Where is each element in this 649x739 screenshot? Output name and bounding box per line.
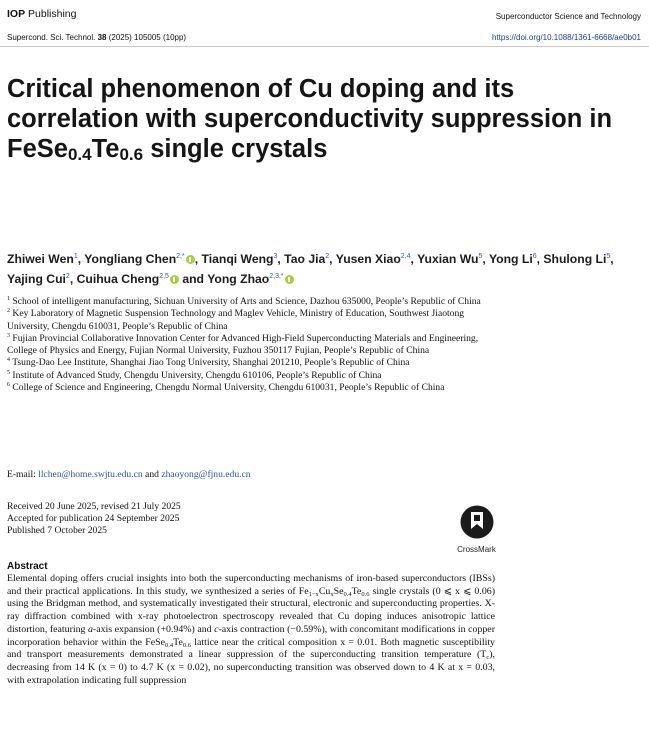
author-name: Tao Jia bbox=[284, 252, 326, 266]
abstract-heading: Abstract bbox=[7, 561, 48, 572]
affiliation-item bbox=[7, 296, 492, 308]
affiliation-text: School of intelligent manufacturing, Sichuan University of Arts and Science, Dazhou 635000, People’s Republic of China bbox=[12, 296, 481, 307]
author-name: Yong Li bbox=[488, 252, 533, 266]
orcid-icon[interactable] bbox=[285, 275, 294, 284]
publication-dates bbox=[7, 501, 181, 536]
author-affiliation-marker: 2,5 bbox=[159, 273, 169, 280]
author-affiliation-marker: 2,* bbox=[176, 253, 185, 260]
crossmark-label: CrossMark bbox=[457, 545, 496, 554]
author-name: Yuxian Wu bbox=[417, 252, 479, 266]
author-affiliation-marker: 1 bbox=[73, 253, 78, 260]
affiliation-number: 2 bbox=[7, 308, 10, 315]
author-affiliation-marker: 5 bbox=[606, 253, 611, 260]
affiliation-text: Institute of Advanced Study, Chengdu University, Chengdu 610106, People’s Republic of China bbox=[12, 369, 382, 381]
published-date: Published 7 October 2025 bbox=[7, 524, 107, 536]
affiliation-number: 1 bbox=[7, 296, 10, 302]
affiliation-text: Tsung-Dao Lee Institute, Shanghai Jiao Tong University, Shanghai 201210, People’s Republic of China bbox=[12, 357, 410, 369]
affiliation-item bbox=[7, 308, 492, 333]
author-affiliation-marker: 3 bbox=[273, 253, 278, 260]
author-name: Zhiwei Wen bbox=[7, 252, 74, 266]
citation: Supercond. Sci. Technol. 38 (2025) 105005 (10pp) bbox=[7, 33, 187, 42]
affiliation-item bbox=[7, 357, 492, 369]
crossmark-icon bbox=[460, 505, 494, 539]
author-list: Zhiwei Wen$^1$, Yongliang Chen$^{2,*}$ , Tianqi Weng$^3$, Tao Jia$^2$, Yusen Xiao$^{2,4}$, Yuxian Wu$^5$, Yong Li$^6$, Shulong Li$^5$, Yajing Cui$^2$, Cuihua Cheng$^{2,5}$ and Yong Zhao$^{2,3,*}$ bbox=[7, 252, 614, 286]
author-affiliation-marker: 6 bbox=[532, 253, 537, 260]
author-name: Shulong Li bbox=[543, 252, 607, 266]
accepted-date: Accepted for publication 24 September 2025 bbox=[7, 512, 180, 524]
affiliation-text: College of Science and Engineering, Chengdu Normal University, Chengdu 610031, People’s Republic of China bbox=[12, 382, 445, 394]
author-affiliation-marker: 2,3,* bbox=[269, 273, 284, 280]
author-name: Yajing Cui bbox=[7, 272, 66, 286]
author-name: Tianqi Weng bbox=[201, 252, 274, 266]
author-name: Cuihua Cheng bbox=[76, 272, 160, 286]
affiliation-text: Fujian Provincial Collaborative Innovation Center for Advanced High-Field Superconducting Materials and Engineering, College of Physics and Energy, Fujian Normal University, Fuzhou 350117 Fujian, People’s Republic of China bbox=[7, 332, 479, 357]
publisher-logo: IOP Publishing bbox=[7, 8, 77, 20]
received-date: Received 20 June 2025, revised 21 July 2025 bbox=[7, 501, 181, 512]
author-affiliation-marker: 2 bbox=[65, 273, 70, 280]
affiliation-item bbox=[7, 382, 492, 394]
abstract-body: Elemental doping offers crucial insights into both the superconducting mechanisms of iron-based superconductors (IBSs) and their practical applications. In this study, we synthesized a series of $Fe_{1-x}Cu_xSe_{0.4}Te_{0.6}$ single crystals (0 ⩽ x ⩽ 0.06) using the Bridgman method, and systematically investigated their structural, electronic and superconducting properties. X-ray diffraction combined with x-ray photoelectron spectroscopy revealed that Cu doping induces anisotropic lattice distortion, featuring a-axis expansion (+0.94%) and c-axis contraction (−0.59%), with concomitant modifications in copper incorporation behavior within the $FeSe_{0.4}Te_{0.6}$ lattice near the critical composition x = 0.01. Both magnetic susceptibility and transport measurements demonstrated a linear suppression of the superconducting transition temperature $(T_c)$, decreasing from 14 K (x = 0) to 4.7 K (x = 0.02), no superconducting transition was observed down to 4 K at x = 0.03, with extrapolation indicating full suppression bbox=[7, 573, 495, 686]
affiliation-number: 3 bbox=[7, 332, 10, 339]
affiliation-text: Key Laboratory of Magnetic Suspension Technology and Maglev Vehicle, Ministry of Education, Southwest Jiaotong University, Chengdu 610031, People’s Republic of China bbox=[7, 308, 465, 332]
email-link-1[interactable]: llchen@home.swjtu.edu.cn bbox=[38, 469, 143, 480]
doi-link[interactable]: https://doi.org/10.1088/1361-6668/ae0b01 bbox=[491, 33, 641, 42]
affiliation-number: 6 bbox=[7, 382, 10, 389]
crossmark-badge[interactable] bbox=[449, 505, 504, 554]
contact-email: E-mail: llchen@home.swjtu.edu.cn and zhaoyong@fjnu.edu.cn bbox=[7, 469, 251, 480]
author-affiliation-marker: 2 bbox=[325, 253, 330, 260]
orcid-icon[interactable] bbox=[170, 275, 179, 284]
affiliations bbox=[7, 296, 492, 394]
author-name: Yusen Xiao bbox=[335, 252, 401, 266]
affiliation-number: 5 bbox=[7, 369, 10, 376]
article-title: Critical phenomenon of Cu doping and its correlation with superconductivity suppression in $FeSe_{0.4}Te_{0.6}$ single crystals bbox=[7, 75, 613, 164]
email-link-2[interactable]: zhaoyong@fjnu.edu.cn bbox=[161, 469, 251, 480]
author-name: Yong Zhao bbox=[207, 272, 270, 286]
journal-name: Superconductor Science and Technology bbox=[495, 12, 641, 21]
affiliation-number: 4 bbox=[7, 357, 10, 364]
header-divider bbox=[0, 46, 649, 47]
author-affiliation-marker: 2,4 bbox=[400, 253, 411, 260]
affiliation-item bbox=[7, 370, 492, 382]
author-affiliation-marker: 5 bbox=[478, 253, 483, 260]
orcid-icon[interactable] bbox=[186, 255, 195, 264]
affiliation-item bbox=[7, 333, 492, 358]
author-name: Yongliang Chen bbox=[84, 252, 177, 266]
